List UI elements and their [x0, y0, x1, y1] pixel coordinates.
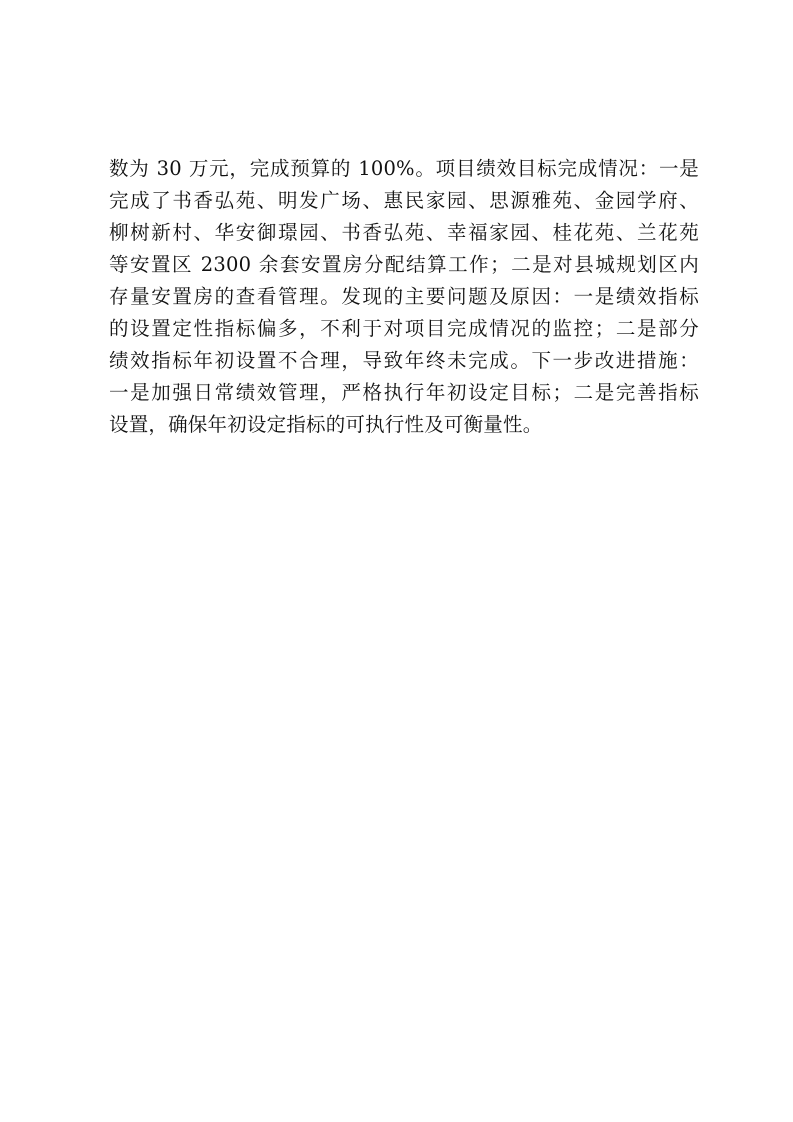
- text-line: 数为 30 万元，完成预算的 100%。项目绩效目标完成情况：一是: [109, 157, 699, 180]
- body-paragraph: [109, 153, 699, 441]
- text-line: 的设置定性指标偏多，不利于对项目完成情况的监控；二是部分: [109, 317, 699, 340]
- text-line: 等安置区 2300 余套安置房分配结算工作；二是对县城规划区内: [109, 253, 699, 276]
- text-line: 绩效指标年初设置不合理，导致年终未完成。下一步改进措施：: [109, 349, 699, 372]
- text-line: 一是加强日常绩效管理，严格执行年初设定目标；二是完善指标: [109, 381, 699, 404]
- text-line: 设置，确保年初设定指标的可执行性及可衡量性。: [109, 413, 543, 436]
- text-line: 存量安置房的查看管理。发现的主要问题及原因：一是绩效指标: [109, 285, 699, 308]
- text-line: 柳树新村、华安御璟园、书香弘苑、幸福家园、桂花苑、兰花苑: [109, 221, 699, 244]
- text-line: 完成了书香弘苑、明发广场、惠民家园、思源雅苑、金园学府、: [109, 189, 699, 212]
